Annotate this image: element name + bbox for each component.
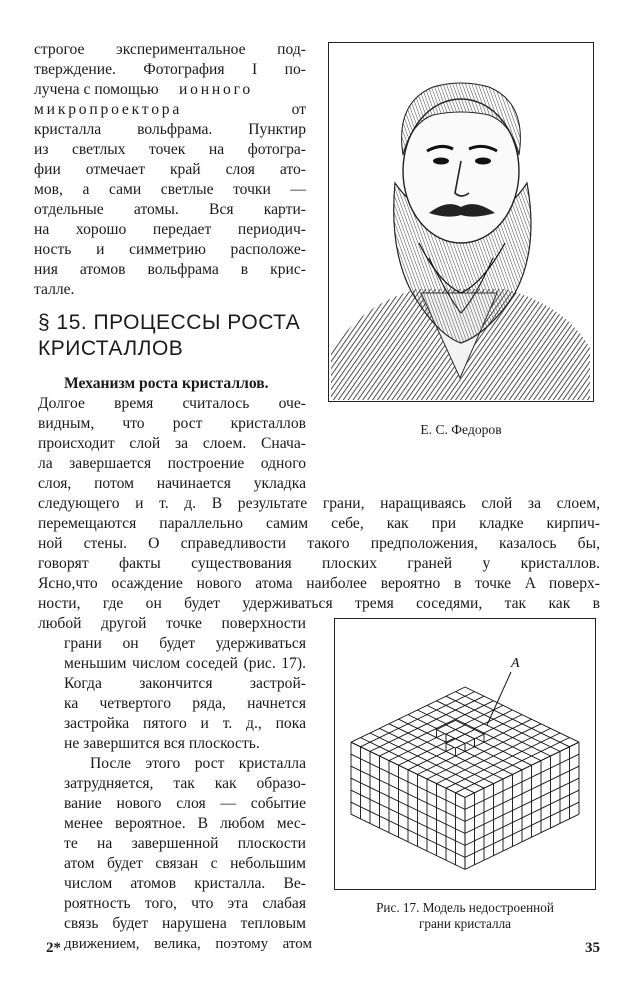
text-line: талле.	[34, 281, 75, 298]
signature-mark: 2*	[46, 940, 61, 956]
text-line: связь будет нарушена тепловым	[64, 915, 306, 932]
text-line: отдельные атомы. Вся карти-	[34, 201, 306, 218]
text-line: кристалла вольфрама. Пунктир	[34, 121, 306, 138]
text-line: Ясно,что осаждение нового атома наиболее вероятно в точке A поверх-	[38, 575, 600, 592]
text-line: застройка пятого и т. д., пока	[64, 715, 306, 732]
text-line: мов, а сами светлые точки —	[34, 181, 306, 198]
text-line: не завершится вся плоскость.	[64, 735, 260, 752]
paragraph-subheading: Механизм роста кристаллов.	[64, 375, 269, 392]
text-line: числом атомов кристалла. Ве-	[64, 875, 306, 892]
text-line: лучена с помощью ионного	[34, 81, 254, 98]
figure-caption-line2: грани кристалла	[418, 916, 512, 931]
text-line: происходит слой за слоем. Снача-	[38, 435, 306, 452]
text-line: ность и симметрию расположе-	[34, 241, 306, 258]
text-line: следующего и т. д. В результате грани, наращиваясь слой за слоем,	[38, 495, 600, 512]
text-line: слоя, потом начинается укладка	[38, 475, 306, 492]
text-line: перемещаются параллельно самим себе, как при кладке кирпич-	[38, 515, 600, 532]
text-line: видным, что рост кристаллов	[38, 415, 306, 432]
text-line: строгое экспериментальное под-	[34, 41, 306, 58]
point-a-label: A	[511, 656, 520, 671]
text-line: на хорошо передает периодич-	[34, 221, 306, 238]
text-line: движением, велика, поэтому атом	[64, 936, 312, 952]
portrait-frame	[328, 42, 594, 402]
text-line: атом будет связан с небольшим	[64, 855, 306, 872]
section-title-continued: КРИСТАЛЛОВ	[38, 337, 184, 360]
figure-17-frame	[334, 618, 596, 890]
text-line: те на завершенной плоскости	[64, 835, 306, 852]
text-line: грани он будет удерживаться	[64, 635, 306, 652]
text-line: Когда закончится застрой-	[64, 675, 306, 692]
text-line: менее вероятное. В любом мес-	[64, 815, 306, 832]
text-line: фии отмечает край слоя ато-	[34, 161, 306, 178]
text-line: Долгое время считалось оче-	[38, 395, 306, 412]
text-line: микропроектора от	[34, 101, 306, 118]
text-line: тверждение. Фотография I по-	[34, 61, 306, 78]
figure-caption-line1: Рис. 17. Модель недостроенной	[376, 900, 554, 915]
text-line: ной стены. О справедливости такого предположения, казалось бы,	[38, 535, 600, 552]
portrait-caption: Е. С. Федоров	[420, 422, 502, 437]
portrait-fedorov-image	[329, 43, 592, 400]
text-line: меньшим числом соседей (рис. 17).	[64, 655, 306, 672]
text-line: ла завершается построение одного	[38, 455, 306, 472]
text-line: После этого рост кристалла	[90, 755, 306, 772]
page-number: 35	[585, 940, 600, 956]
text-line: любой другой точке поверхности	[38, 615, 306, 632]
text-line: из светлых точек на фотогра-	[34, 141, 306, 158]
text-line: вание нового слоя — событие	[64, 795, 306, 812]
text-line: говорят факты существования плоских граней у кристаллов.	[38, 555, 600, 572]
text-line: затрудняется, так как образо-	[64, 775, 306, 792]
text-line: ности, где он будет удерживаться тремя соседями, так как в	[38, 595, 600, 612]
section-title: § 15. ПРОЦЕССЫ РОСТА	[38, 311, 301, 334]
text-line: ка четвертого ряда, начнется	[64, 695, 306, 712]
text-line: ния атомов вольфрама в крис-	[34, 261, 306, 278]
crystal-face-diagram	[335, 619, 594, 888]
text-line: роятность того, что эта слабая	[64, 895, 306, 912]
